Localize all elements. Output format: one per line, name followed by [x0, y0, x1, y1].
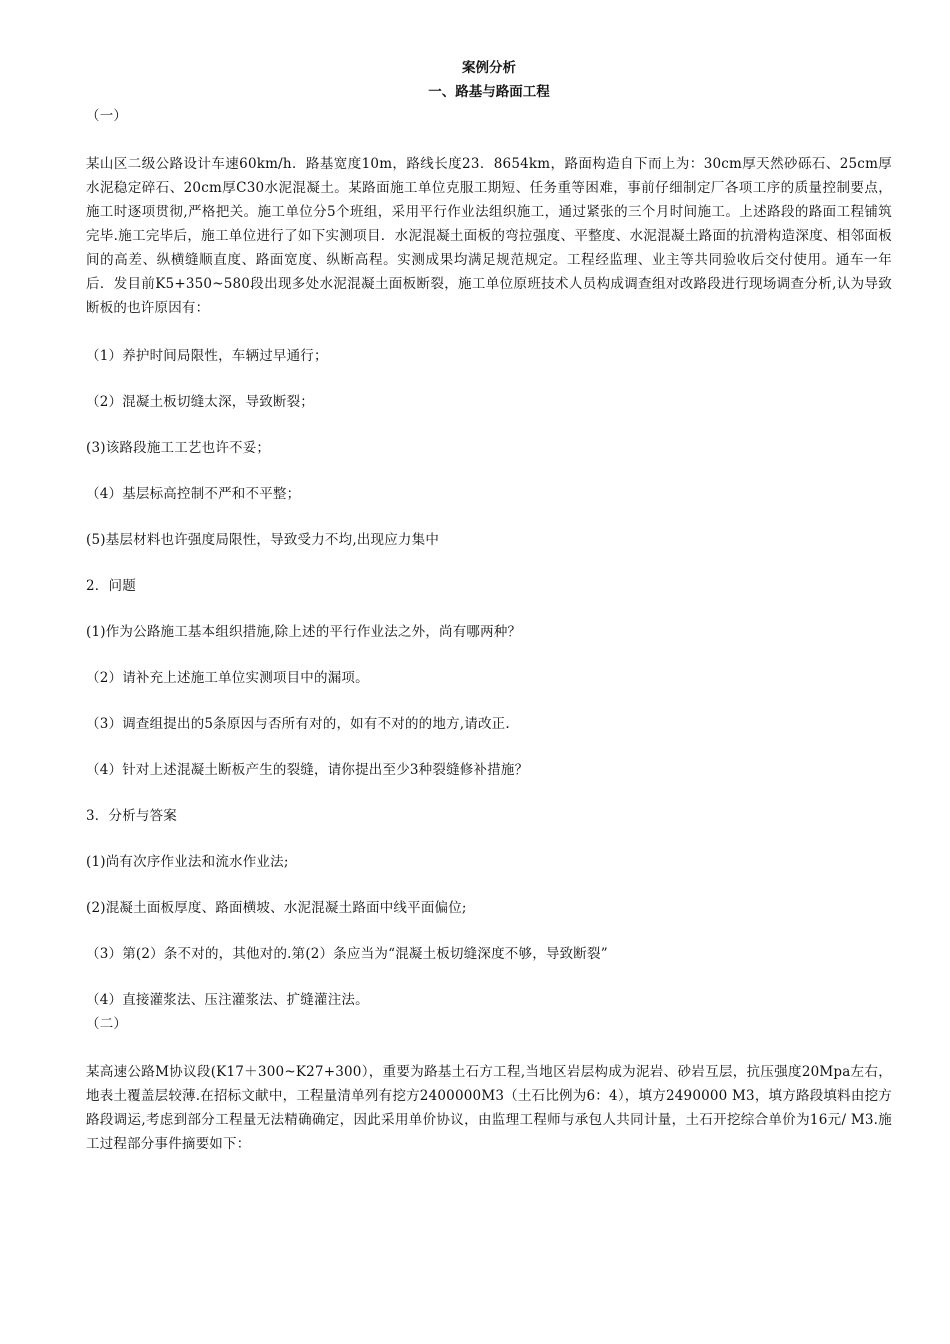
question-item-1: (1)作为公路施工基本组织措施,除上述的平行作业法之外，尚有哪两种？ [86, 624, 522, 640]
question-item-3: （3）调查组提出的5条原因与否所有对的，如有不对的的地方,请改正. [86, 716, 510, 732]
case1-intro-paragraph: 某山区二级公路设计车速60km/h．路基宽度10m，路线长度23．8654km，路面构造自下而上为：30cm厚天然砂砾石、25cm厚水泥稳定碎石、20cm厚C30水泥混凝土。某路面施工单位克服工期短、任务重等困难，事前仔细制定厂各项工序的质量控制要点，施工时逐项贯彻,严格把关。施工单位分5个班组，采用平行作业法组织施工，通过紧张的三个月时间施工。上述路段的路面工程铺筑完毕.施工完毕后，施工单位进行了如下实测项目．水泥混凝土面板的弯拉强度、平整度、水泥混凝土路面的抗滑构造深度、相邻面板间的高差、纵横缝顺直度、路面宽度、纵断高程。实测成果均满足规范规定。工程经监理、业主等共同验收后交付使用。通车一年后．发目前K5+350~580段出现多处水泥混凝土面板断裂，施工单位原班技术人员构成调查组对改路段进行现场调查分析,认为导致断板的也许原因有： [86, 156, 892, 316]
cause-item-1: （1）养护时间局限性，车辆过早通行； [86, 348, 328, 364]
questions-heading: 2．问题 [86, 578, 136, 594]
answers-heading: 3．分析与答案 [86, 808, 177, 824]
case2-label: （二） [86, 1016, 128, 1032]
cause-item-5: (5)基层材料也许强度局限性，导致受力不均,出现应力集中 [86, 532, 440, 548]
cause-item-3: (3)该路段施工工艺也许不妥； [86, 440, 271, 456]
document-title: 案例分析 [462, 60, 516, 76]
section-title: 一、路基与路面工程 [428, 84, 550, 100]
answer-item-3: （3）第(2）条不对的，其他对的.第(2）条应当为“混凝土板切缝深度不够，导致断裂” [86, 946, 608, 962]
question-item-4: （4）针对上述混凝土断板产生的裂缝，请你提出至少3种裂缝修补措施？ [86, 762, 529, 778]
answer-item-4: （4）直接灌浆法、压注灌浆法、扩缝灌注法。 [86, 992, 369, 1008]
case2-intro-paragraph: 某高速公路M协议段(K17＋300~K27+300），重要为路基土石方工程,当地区岩层构成为泥岩、砂岩互层，抗压强度20Mpa左右，地表土覆盖层较薄.在招标文献中，工程量清单列有挖方2400000M3（土石比例为6：4），填方2490000 M3，填方路段填料由挖方路段调运,考虑到部分工程量无法精确确定，因此采用单价协议，由监理工程师与承包人共同计量，土石开挖综合单价为16元/ M3.施工过程部分事件摘要如下： [86, 1064, 892, 1152]
answer-item-1: (1)尚有次序作业法和流水作业法; [86, 854, 289, 870]
case1-label: （一） [86, 108, 128, 124]
document-page [86, 56, 892, 1156]
question-item-2: （2）请补充上述施工单位实测项目中的漏项。 [86, 670, 369, 686]
cause-item-2: （2）混凝土板切缝太深，导致断裂； [86, 394, 314, 410]
answer-item-2: (2)混凝土面板厚度、路面横坡、水泥混凝土路面中线平面偏位; [86, 900, 467, 916]
cause-item-4: （4）基层标高控制不严和不平整； [86, 486, 301, 502]
